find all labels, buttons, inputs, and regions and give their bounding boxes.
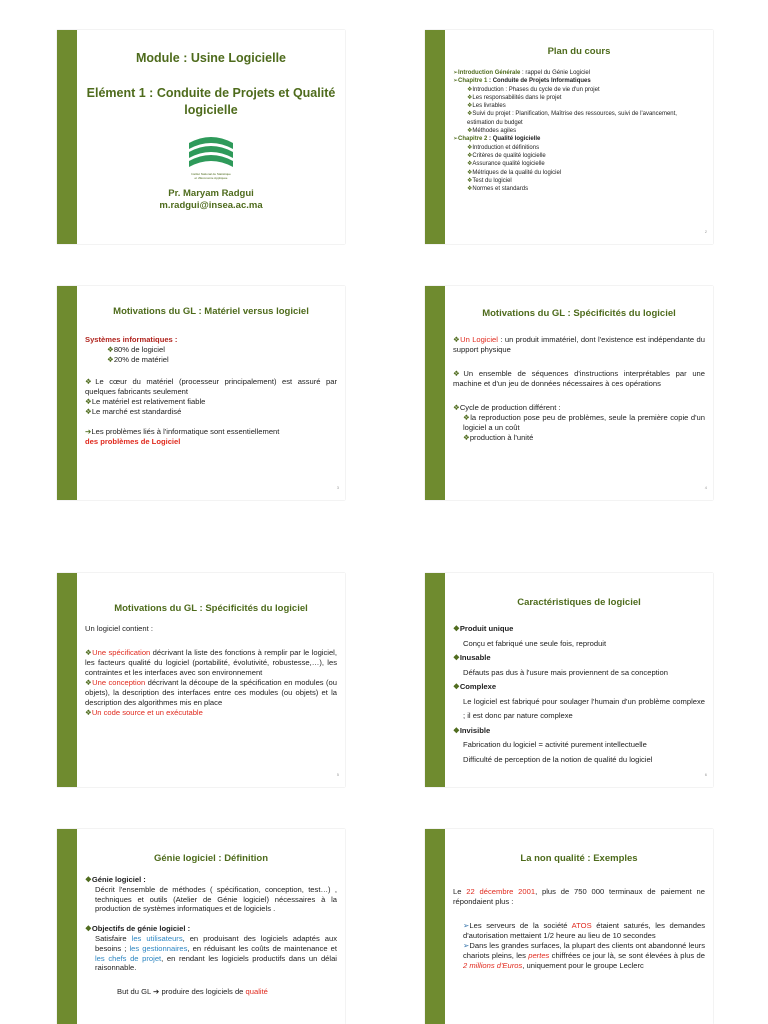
bullet: ❖ Un ensemble de séquences d'instructions interprétables par une machine et d'un jeu de données nécessaires à ces opérations <box>453 369 705 389</box>
slide-accent-bar <box>57 286 77 500</box>
slide-accent-bar <box>425 30 445 244</box>
outline-chapter-1: ➢ Chapitre 1 : Conduite de Projets Informatiques <box>453 77 705 85</box>
slide-accent-bar <box>425 573 445 787</box>
bullet: ❖ Un code source et un exécutable <box>85 708 337 718</box>
paragraph: Le 22 décembre 2001, plus de 750 000 terminaux de paiement ne répondaient plus : <box>453 887 706 906</box>
bullet: ❖ Cycle de production différent : <box>453 403 705 413</box>
slide-2 <box>425 30 713 244</box>
slide-6 <box>425 573 713 787</box>
bullet: ❖ 80% de logiciel <box>85 345 337 355</box>
sub-bullet: ❖ la reproduction pose peu de problèmes, seule la première copie d'un logiciel a un coût <box>453 413 705 433</box>
slide-accent-bar <box>425 829 445 1024</box>
systems-label: Systèmes informatiques : <box>85 335 178 344</box>
bullet: ❖ Une spécification décrivant la liste des fonctions à remplir par le logiciel, les facteurs qualité du logiciel (portabilité, évolutivité, robustesse,…), les contraintes et les interfaces avec son environnement <box>85 648 337 678</box>
bullet: ➢ Les serveurs de la société ATOS étaient saturés, les demandes d'autorisation mettaient 1/2 heure au lieu de 10 secondes <box>453 921 705 941</box>
text: Difficulté de perception de la notion de qualité du logiciel <box>463 754 653 764</box>
element-title: Elément 1 : Conduite de Projets et Qualité logicielle <box>86 86 336 117</box>
author-block: Pr. Maryam Radgui m.radgui@insea.ac.ma <box>159 188 263 211</box>
slide-title: Génie logiciel : Définition <box>153 853 268 864</box>
intro-text: Un logiciel contient : <box>85 624 153 633</box>
slide-4 <box>425 286 713 500</box>
insea-logo <box>186 133 236 173</box>
outline-item: ❖ Introduction : Phases du cycle de vie d'un projet <box>453 86 705 94</box>
bullet: ❖ Le cœur du matériel (processeur principalement) est assuré par quelques fabricants seulement <box>85 377 337 397</box>
slide-3 <box>57 286 345 500</box>
slide-title: Caractéristiques de logiciel <box>517 597 641 608</box>
outline-item: ❖ Introduction et définitions <box>453 144 705 152</box>
slide-7 <box>57 829 345 1024</box>
text: Conçu et fabriqué une seule fois, reproduit <box>463 638 607 648</box>
slide-1 <box>57 30 345 244</box>
bullet: ❖ Une conception décrivant la découpe de la spécification en modules (ou objets), la description des interfaces entre ces modules (ou objets) et la description des algorithmes mis en place <box>85 678 337 708</box>
outline-item: ❖ Métriques de la qualité du logiciel <box>453 169 705 177</box>
text: Décrit l'ensemble de méthodes ( spécification, conception, test…) , techniques et outils (Atelier de Génie logiciel) nécessaires à la production de systèmes informatiques et de logiciels . <box>95 884 337 914</box>
page-number: 6 <box>704 772 707 777</box>
outline-item: ❖ Critères de qualité logicielle <box>453 152 705 160</box>
bullet: ❖ 20% de matériel <box>85 355 337 365</box>
conclusion: But du GL ➔ produire des logiciels de qualité <box>117 987 268 997</box>
module-title: Module : Usine Logicielle <box>135 51 287 65</box>
slide-accent-bar <box>425 286 445 500</box>
text: Le logiciel est fabriqué pour soulager l'humain d'un problème complexe ; il est donc par nature complexe <box>463 696 705 720</box>
slide-title: Plan du cours <box>547 46 611 57</box>
slide-8 <box>425 829 713 1024</box>
bullet: ➢ Dans les grandes surfaces, la plupart des clients ont abandonné leurs chariots pleins, les pertes chiffrées ce jour là, se sont élevées à plus de 2 millions d'Euros, uniquement pour le groupe Leclerc <box>453 941 705 971</box>
heading: ❖ Objectifs de génie logiciel : <box>85 924 337 934</box>
conclusion-highlight: des problèmes de Logiciel <box>85 437 181 446</box>
slide-title: Motivations du GL : Spécificités du logiciel <box>114 603 308 614</box>
outline-item: ❖ Les livrables <box>453 102 705 110</box>
outline-item: ❖ Les responsabilités dans le projet <box>453 94 705 102</box>
bullet: ❖ Le matériel est relativement fiable <box>85 397 337 407</box>
slide-5 <box>57 573 345 787</box>
slide-title: Motivations du GL : Spécificités du logiciel <box>482 308 676 319</box>
slide-title: Motivations du GL : Matériel versus logiciel <box>113 306 309 317</box>
logo-caption: Institut National de Statistique et d'Economie Appliquée <box>191 172 231 180</box>
heading: ❖ Inusable <box>453 651 705 666</box>
course-outline <box>453 69 705 193</box>
outline-item: ❖ Assurance qualité logicielle <box>453 160 705 168</box>
bullet: ❖ Le marché est standardisé <box>85 407 337 417</box>
slide-accent-bar <box>57 829 77 1024</box>
heading: ❖ Génie logiciel : <box>85 875 337 885</box>
text: Fabrication du logiciel = activité purement intellectuelle <box>463 740 647 749</box>
outline-intro: ➢ Introduction Générale : rappel du Génie Logiciel <box>453 69 705 77</box>
text: Satisfaire les utilisateurs, en produisant des logiciels adaptés aux besoins ; les gestionnaires, en réduisant les coûts de maintenance et les chefs de projet, en rendant les logiciels productifs dans un délai raisonnable. <box>95 933 338 973</box>
outline-item: ❖ Méthodes agiles <box>453 127 705 135</box>
slide-accent-bar <box>57 573 77 787</box>
outline-chapter-2: ➢ Chapitre 2 : Qualité logicielle <box>453 135 705 143</box>
sub-bullet: ❖ production à l'unité <box>453 433 705 443</box>
heading: ❖ Invisible <box>453 724 705 739</box>
heading: ❖ Produit unique <box>453 622 705 637</box>
page-number: 3 <box>336 485 339 490</box>
slide-title: La non qualité : Exemples <box>520 853 638 864</box>
slide-accent-bar <box>57 30 77 244</box>
heading: ❖ Complexe <box>453 680 705 695</box>
text: Défauts pas dus à l'usure mais proviennent de sa conception <box>463 667 668 677</box>
page-number: 5 <box>336 772 339 777</box>
bullet: ❖ Un Logiciel : un produit immatériel, dont l'existence est indépendante du support physique <box>453 335 705 355</box>
outline-item: ❖ Suivi du projet : Planification, Maîtrise des ressources, suivi de l'avancement, estimation du budget <box>453 110 705 127</box>
page-number: 2 <box>704 229 707 234</box>
page-number: 4 <box>704 485 707 490</box>
outline-item: ❖ Test du logiciel <box>453 177 705 185</box>
conclusion: ➔ Les problèmes liés à l'informatique sont essentiellement <box>85 427 337 437</box>
outline-item: ❖ Normes et standards <box>453 185 705 193</box>
